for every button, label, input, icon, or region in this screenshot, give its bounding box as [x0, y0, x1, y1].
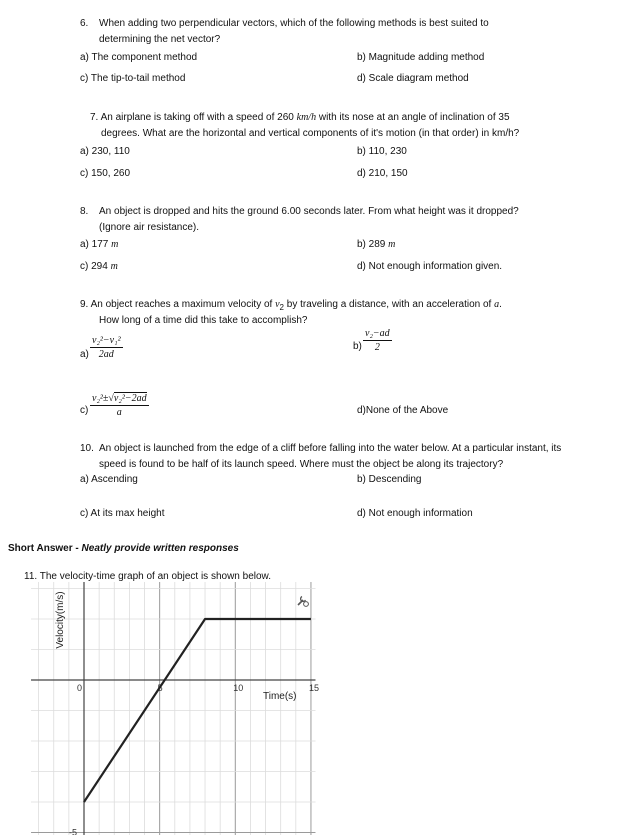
- q6-number: 6.: [80, 18, 89, 29]
- q7-option-d: d) 210, 150: [357, 168, 408, 179]
- q10-option-c: c) At its max height: [80, 508, 165, 519]
- q9-option-c-label: c): [80, 405, 89, 416]
- q8-option-b: b) 289 m: [357, 239, 396, 250]
- y-tick-label: -5: [69, 827, 78, 835]
- q6-option-c: c) The tip-to-tail method: [80, 73, 186, 84]
- q10-option-a: a) Ascending: [80, 474, 138, 485]
- q7-option-b: b) 110, 230: [357, 146, 407, 157]
- q10-text-line1: An object is launched from the edge of a cliff before falling into the water below. At a particular instant, its: [99, 443, 562, 454]
- x-axis-label: Time(s): [263, 691, 297, 702]
- q8-number: 8.: [80, 206, 89, 217]
- q9-option-c-numerator: v₂²±√v₂²−2ad: [92, 393, 147, 404]
- q9-option-b-denominator: 2: [374, 342, 380, 353]
- q9-option-b-fraction: [363, 327, 392, 354]
- q9-option-a-fraction: [90, 334, 123, 361]
- x-tick-label: 0: [77, 683, 83, 693]
- q8-text-line2: (Ignore air resistance).: [99, 222, 200, 233]
- q7-option-a: a) 230, 110: [80, 146, 130, 157]
- q8-text-line1: An object is dropped and hits the ground 6.00 seconds later. From what height was it dropped?: [99, 206, 519, 217]
- q9-option-c-fraction: [90, 392, 149, 419]
- q8-option-d: d) Not enough information given.: [357, 261, 503, 272]
- graph-ticks: [69, 683, 319, 835]
- velocity-time-graph: [0, 582, 330, 835]
- q10-option-d: d) Not enough information: [357, 508, 473, 519]
- q9-option-a-numerator: v₂²−v₁²: [92, 335, 121, 346]
- x-tick-label: 5: [157, 683, 163, 693]
- wrench-icon[interactable]: [298, 597, 308, 607]
- q10-option-b: b) Descending: [357, 474, 422, 485]
- short-answer-heading: Short Answer - Neatly provide written responses: [8, 543, 239, 554]
- x-tick-label: 10: [233, 683, 244, 693]
- q9-text-line2: How long of a time did this take to accomplish?: [99, 315, 308, 326]
- q9-option-b-numerator: v₂−ad: [365, 328, 390, 339]
- y-axis-label: Velocity(m/s): [55, 591, 66, 649]
- q9-option-a-denominator: 2ad: [98, 349, 114, 360]
- q7-text-line2: degrees. What are the horizontal and vertical components of it's motion (in that order) in km/h?: [101, 128, 520, 139]
- q6-text-line1: When adding two perpendicular vectors, which of the following methods is best suited to: [99, 18, 489, 29]
- q9-option-c-denominator: a: [116, 407, 122, 418]
- q7-option-c: c) 150, 260: [80, 168, 131, 179]
- q8-option-c: c) 294 m: [80, 261, 118, 272]
- q6-text-line2: determining the net vector?: [99, 34, 221, 45]
- q7-text-line1: 7. An airplane is taking off with a speed of 260 km/h with its nose at an angle of inclination of 35: [90, 112, 510, 123]
- q9-option-a-label: a): [80, 349, 89, 360]
- q10-number: 10.: [80, 443, 94, 454]
- q9-option-b-label: b): [353, 341, 362, 352]
- q9-text-line1: 9. An object reaches a maximum velocity of $v_2$ by traveling a distance, with an acceleration of a.: [80, 299, 502, 312]
- q11-text: 11. The velocity-time graph of an object is shown below.: [24, 571, 271, 582]
- q10-text-line2: speed is found to be half of its launch speed. Where must the object be along its trajectory?: [99, 459, 504, 470]
- q6-option-b: b) Magnitude adding method: [357, 52, 485, 63]
- q9-option-d: d)None of the Above: [357, 405, 449, 416]
- q6-option-d: d) Scale diagram method: [357, 73, 469, 84]
- q7-unit: km/h: [296, 112, 317, 123]
- q6-option-a: a) The component method: [80, 52, 198, 63]
- x-tick-label: 15: [308, 683, 319, 693]
- q8-option-a: a) 177 m: [80, 239, 119, 250]
